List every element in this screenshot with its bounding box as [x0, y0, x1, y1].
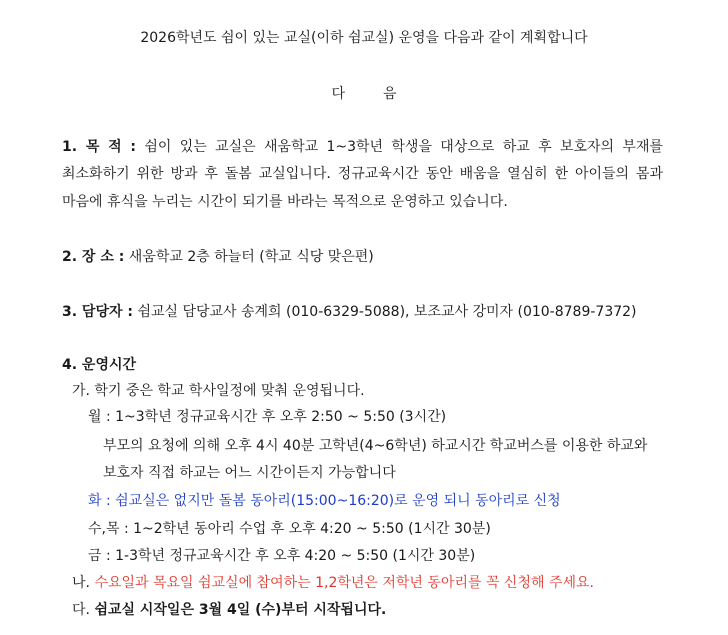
section4-na: [72, 573, 594, 593]
section3-label: 3. 담당자 :: [62, 304, 133, 320]
da-eum-first: 다: [331, 86, 345, 102]
section4-wed-thu: 수,목 : 1~2학년 동아리 수업 후 오후 4:20 ~ 5:50 (1시간 30분): [88, 521, 491, 537]
section4-label: 4. 운영시간: [62, 357, 137, 373]
section1-line3: 마음에 휴식을 누리는 시간이 되기를 바라는 목적으로 운영하고 있습니다.: [62, 194, 508, 210]
section2-line: [62, 247, 374, 267]
section4-na-prefix: 나.: [72, 575, 95, 591]
section4-ga: 가. 학기 중은 학교 학사일정에 맞춰 운영됩니다.: [72, 383, 365, 399]
document-title: 2026학년도 쉼이 있는 교실(이하 쉼교실) 운영을 다음과 같이 계획합니다: [140, 30, 588, 46]
section4-mon-note2: 보호자 직접 하교는 어느 시간이든지 가능합니다: [103, 465, 396, 481]
da-eum-heading: [0, 84, 728, 104]
section4-na-text: 수요일과 목요일 쉼교실에 참여하는 1,2학년은 저학년 동아리를 꼭 신청해 주세요.: [94, 575, 594, 591]
section3-line: [62, 302, 637, 322]
section2-text: 새움학교 2층 하늘터 (학교 식당 맞은편): [128, 249, 374, 265]
section1-text1: 쉼이 있는 교실은 새움학교 1~3학년 학생을 대상으로 하교 후 보호자의 부재를: [144, 139, 663, 155]
section4-mon-note1: 부모의 요청에 의해 오후 4시 40분 고학년(4~6학년) 하교시간 학교버스를 이용한 하교와: [103, 438, 648, 454]
da-eum-second: 음: [383, 86, 397, 102]
section4-mon: 월 : 1~3학년 정규교육시간 후 오후 2:50 ~ 5:50 (3시간): [88, 409, 447, 425]
section1-line2: 최소화하기 위한 방과 후 돌봄 교실입니다. 정규교육시간 동안 배움을 열심히 한 아이들의 몸과: [62, 166, 663, 182]
section2-label: 2. 장 소 :: [62, 249, 125, 265]
section1-label: 1. 목 적 :: [62, 139, 136, 155]
section4-da-prefix: 다.: [72, 602, 95, 618]
section4-fri: 금 : 1-3학년 정규교육시간 후 오후 4:20 ~ 5:50 (1시간 30분): [88, 548, 476, 564]
section4-tue: 화 : 쉼교실은 없지만 돌봄 동아리(15:00~16:20)로 운영 되니 동아리로 신청: [88, 493, 561, 509]
section3-text: 쉼교실 담당교사 송계희 (010-6329-5088), 보조교사 강미자 (010-8789-7372): [137, 304, 637, 320]
section1-line1: [62, 137, 663, 157]
section4-da: [72, 600, 386, 620]
section4-da-text: 쉼교실 시작일은 3월 4일 (수)부터 시작됩니다.: [94, 602, 387, 618]
